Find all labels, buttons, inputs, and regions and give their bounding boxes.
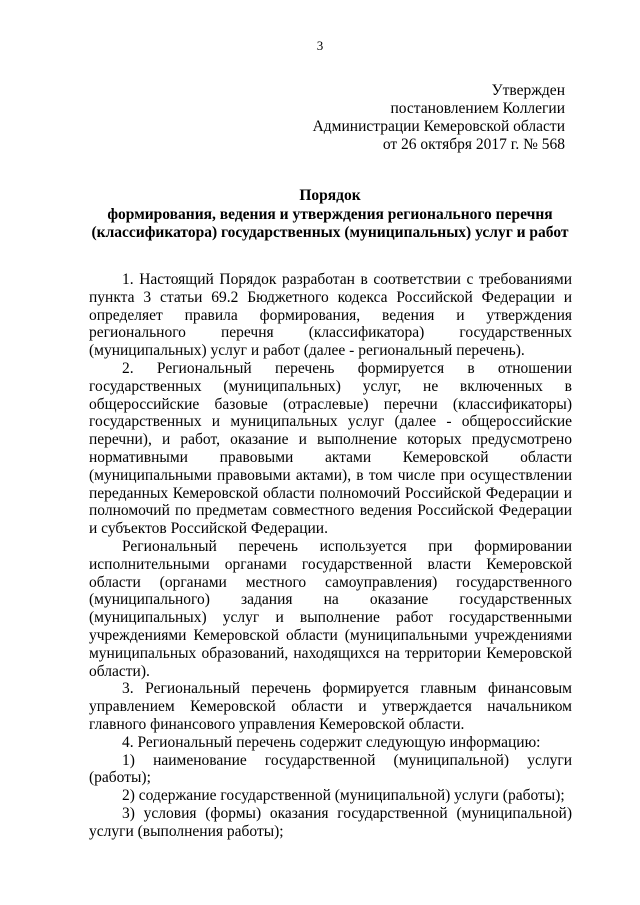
list-item: 1) наименование государственной (муниципальной) услуги (работы); [89,751,572,787]
title-line: формирования, ведения и утверждения регионального перечня [107,205,553,223]
approval-date-line: от 26 октября 2017 г. № 568 [382,136,565,153]
paragraph: 3. Региональный перечень формируется главным финансовым управлением Кемеровской области и утверждается начальником главного финансового управления Кемеровской области. [89,680,572,733]
paragraph: 2. Региональный перечень формируется в отношении государственных (муниципальных) услуг, не включенных в общероссийские базовые (отраслевые) перечни (классификаторы) государственных и муниципальных услуг (далее - общероссийские перечни), и работ, оказание и выполнение которых предусмотрено нормативными правовыми актами Кемеровской области (муниципальными правовыми актами), в том числе при осуществлении переданных Кемеровской области полномочий Российской Федерации и полномочий по предметам совместного ведения Российской Федерации и субъектов Российской Федерации. [89,359,572,538]
title-line: (классификатора) государственных (муниципальных) услуг и работ [91,224,569,241]
document-title [80,187,580,243]
list-item: 3) условия (формы) оказания государственной (муниципальной) услуги (выполнения работы); [89,804,572,840]
paragraph: Региональный перечень используется при формировании исполнительными органами государственной власти Кемеровской области (органами местного самоуправления) государственного (муниципального) задания на оказание государственных (муниципальных) услуг и выполнение работ государственными учреждениями Кемеровской области (муниципальными учреждениями муниципальных образований, находящихся на территории Кемеровской области). [89,537,572,680]
paragraph: 1. Настоящий Порядок разработан в соответствии с требованиями пункта 3 статьи 69.2 Бюджетного кодекса Российской Федерации и определяет правила формирования, ведения и утверждения регионального перечня (классификатора) государственных (муниципальных) услуг и работ (далее - региональный перечень). [89,271,572,360]
approval-line: Утвержден [491,82,565,99]
approval-line: Администрации Кемеровской области [312,118,565,135]
paragraph: 4. Региональный перечень содержит следующую информацию: [122,733,541,751]
page-number: 3 [316,38,324,53]
approval-line: постановлением Коллегии [390,100,565,117]
list-item: 2) содержание государственной (муниципальной) услуги (работы); [122,787,565,805]
title-line: Порядок [299,187,361,204]
document-body [89,271,572,841]
approval-block [305,82,565,154]
